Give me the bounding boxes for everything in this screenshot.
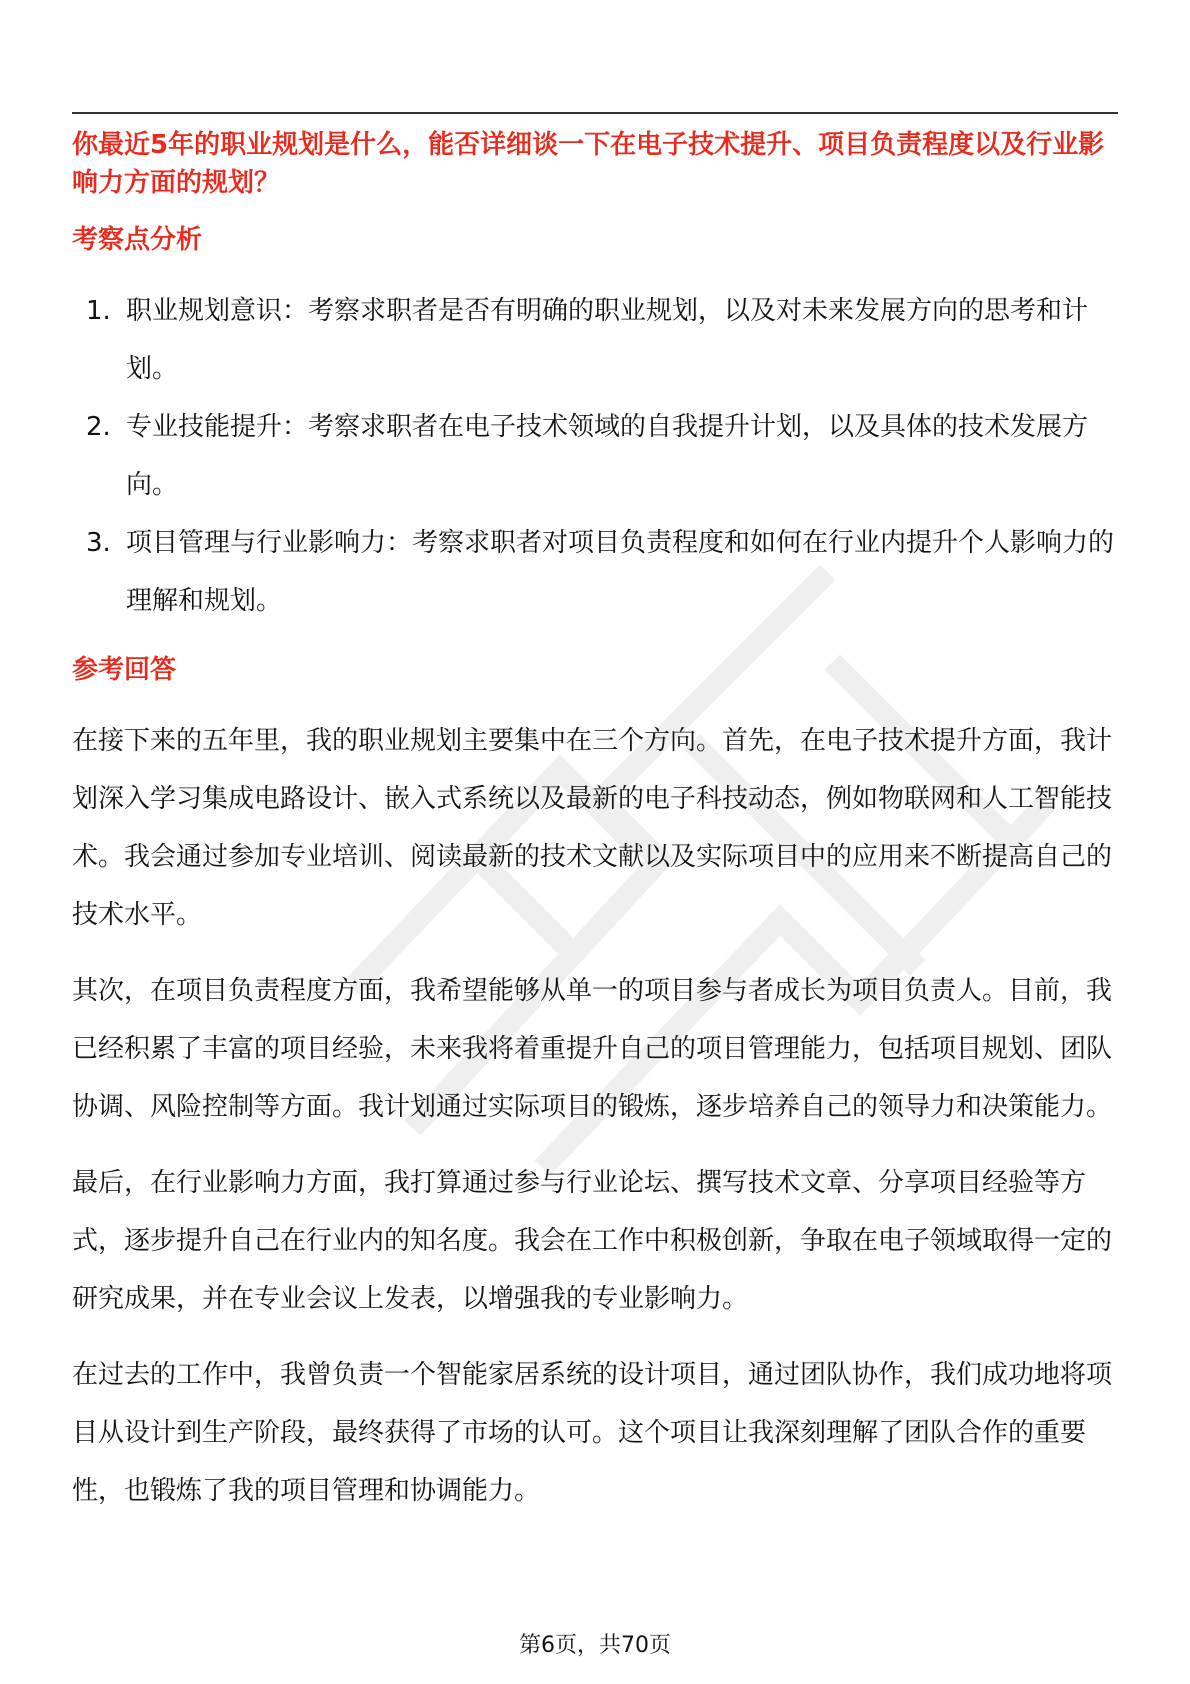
answer-paragraph: 最后，在行业影响力方面，我打算通过参与行业论坛、撰写技术文章、分享项目经验等方式，逐步提升自己在行业内的知名度。我会在工作中积极创新，争取在电子领域取得一定的研究成果，并在专业会议上发表，以增强我的专业影响力。: [72, 1168, 1113, 1314]
analysis-point: [72, 398, 1120, 514]
analysis-points-list: [72, 282, 1120, 630]
point-text: 专业技能提升：考察求职者在电子技术领域的自我提升计划，以及具体的技术发展方向。: [126, 412, 1089, 500]
top-rule: [72, 112, 1118, 114]
answer-paragraph: 在过去的工作中，我曾负责一个智能家居系统的设计项目，通过团队协作，我们成功地将项目从设计到生产阶段，最终获得了市场的认可。这个项目让我深刻理解了团队合作的重要性，也锻炼了我的项目管理和协调能力。: [72, 1360, 1113, 1506]
document-body: [72, 126, 1120, 1520]
answer-paragraph: 在接下来的五年里，我的职业规划主要集中在三个方向。首先，在电子技术提升方面，我计划深入学习集成电路设计、嵌入式系统以及最新的电子科技动态，例如物联网和人工智能技术。我会通过参加专业培训、阅读最新的技术文献以及实际项目中的应用来不断提高自己的技术水平。: [72, 726, 1113, 930]
answer-heading: 参考回答: [72, 655, 177, 685]
point-number: 2.: [86, 412, 111, 442]
analysis-heading: 考察点分析: [72, 225, 203, 255]
point-number: 1.: [86, 296, 111, 326]
question-title: 你最近5年的职业规划是什么，能否详细谈一下在电子技术提升、项目负责程度以及行业影响力方面的规划？: [72, 130, 1105, 198]
point-text: 项目管理与行业影响力：考察求职者对项目负责程度和如何在行业内提升个人影响力的理解和规划。: [126, 528, 1115, 616]
analysis-point: [72, 282, 1120, 398]
point-text: 职业规划意识：考察求职者是否有明确的职业规划，以及对未来发展方向的思考和计划。: [126, 296, 1089, 384]
analysis-point: [72, 514, 1120, 630]
page-number-footer: 第6页，共70页: [519, 1633, 671, 1658]
point-number: 3.: [86, 528, 111, 558]
answer-paragraph: 其次，在项目负责程度方面，我希望能够从单一的项目参与者成长为项目负责人。目前，我已经积累了丰富的项目经验，未来我将着重提升自己的项目管理能力，包括项目规划、团队协调、风险控制等方面。我计划通过实际项目的锻炼，逐步培养自己的领导力和决策能力。: [72, 976, 1113, 1122]
